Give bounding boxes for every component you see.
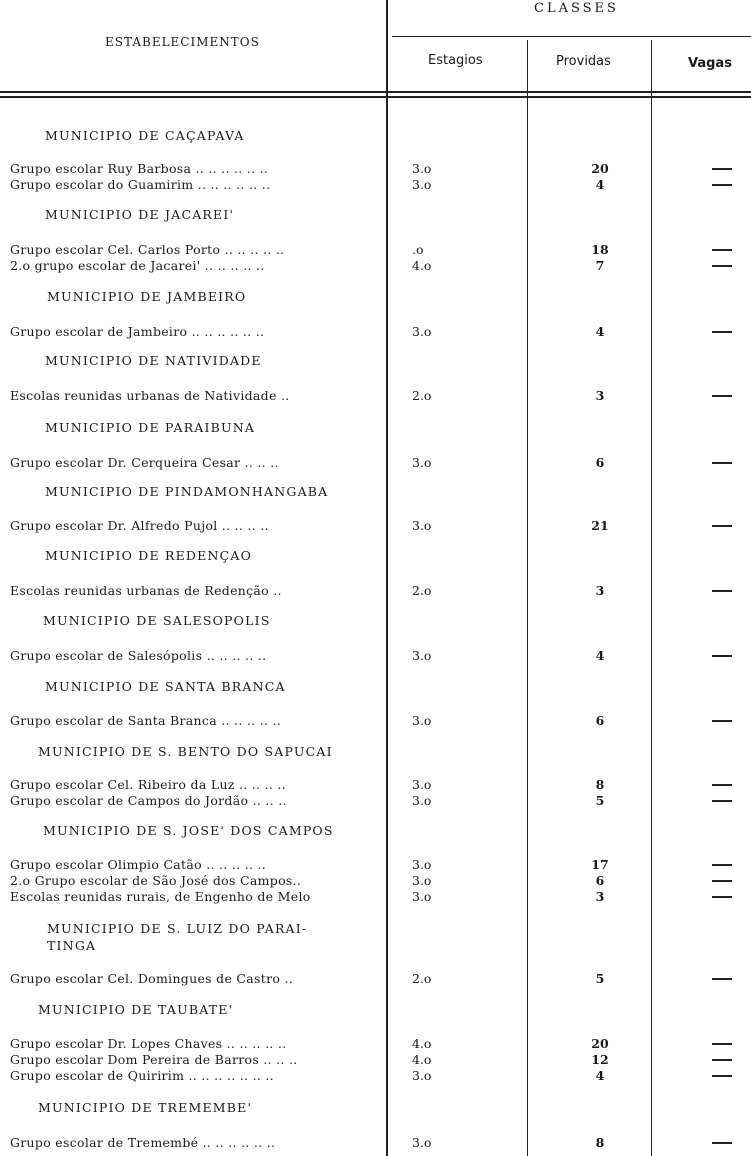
establishment-name: Escolas reunidas urbanas de Natividade ..	[10, 388, 290, 403]
establishment-name: Grupo escolar Dr. Lopes Chaves .. .. .. .. ..	[10, 1036, 287, 1051]
table-row	[0, 873, 751, 889]
estagio-value: 2.o	[412, 388, 432, 403]
vagas-dash	[712, 184, 732, 186]
estagio-value: 3.o	[412, 648, 432, 663]
table-row	[0, 388, 751, 404]
municipio-heading: MUNICIPIO DE SANTA BRANCA	[45, 679, 286, 694]
estagio-value: 4.o	[412, 1036, 432, 1051]
estagio-value: 3.o	[412, 713, 432, 728]
vagas-dash	[712, 1075, 732, 1077]
table-row	[0, 713, 751, 729]
municipio-heading: MUNICIPIO DE NATIVIDADE	[45, 353, 262, 368]
municipio-heading: MUNICIPIO DE PINDAMONHANGABA	[45, 484, 329, 499]
providas-value: 6	[595, 713, 605, 728]
estagio-value: 3.o	[412, 873, 432, 888]
providas-value: 18	[591, 242, 609, 257]
vagas-dash	[712, 864, 732, 866]
providas-value: 6	[595, 873, 605, 888]
vagas-dash	[712, 978, 732, 980]
providas-value: 20	[591, 161, 609, 176]
table-row	[0, 648, 751, 664]
vagas-dash	[712, 525, 732, 527]
table-row	[0, 793, 751, 809]
providas-value: 5	[595, 793, 605, 808]
municipio-heading: MUNICIPIO DE CAÇAPAVA	[45, 128, 245, 143]
establishment-name: Grupo escolar de Tremembé .. .. .. .. .. ..	[10, 1135, 276, 1150]
providas-value: 20	[591, 1036, 609, 1051]
table-row	[0, 971, 751, 987]
providas-value: 5	[595, 971, 605, 986]
table-row	[0, 242, 751, 258]
establishment-name: 2.o grupo escolar de Jacarei' .. .. .. .. ..	[10, 258, 265, 273]
providas-value: 4	[595, 1068, 605, 1083]
establishment-name: Grupo escolar Cel. Domingues de Castro ..	[10, 971, 293, 986]
vagas-dash	[712, 395, 732, 397]
vagas-dash	[712, 590, 732, 592]
estagios-header: Estagios	[428, 53, 483, 68]
establishment-name: Grupo escolar Ruy Barbosa .. .. .. .. .. ..	[10, 161, 269, 176]
municipio-heading: MUNICIPIO DE TAUBATE'	[38, 1002, 234, 1017]
estagio-value: 3.o	[412, 793, 432, 808]
vagas-dash	[712, 265, 732, 267]
table-row	[0, 518, 751, 534]
estagio-value: 3.o	[412, 889, 432, 904]
municipio-heading: MUNICIPIO DE S. LUIZ DO PARAI- TINGA	[47, 921, 308, 953]
vagas-dash	[712, 462, 732, 464]
municipio-heading: MUNICIPIO DE PARAIBUNA	[45, 420, 256, 435]
providas-value: 17	[591, 857, 609, 872]
providas-value: 21	[591, 518, 609, 533]
establishment-name: Grupo escolar de Santa Branca .. .. .. .. ..	[10, 713, 282, 728]
establishment-name: Grupo escolar Cel. Carlos Porto .. .. .. .. ..	[10, 242, 285, 257]
establishment-name: Grupo escolar de Campos do Jordão .. .. ..	[10, 793, 287, 808]
table-row	[0, 777, 751, 793]
establishment-name: Grupo escolar Dr. Cerqueira Cesar .. .. ..	[10, 455, 279, 470]
municipio-heading: MUNICIPIO DE SALESOPOLIS	[43, 613, 271, 628]
estagio-value: 3.o	[412, 518, 432, 533]
table-row	[0, 161, 751, 177]
table-row	[0, 889, 751, 905]
table-row	[0, 455, 751, 471]
table-row	[0, 1135, 751, 1151]
establishment-name: Grupo escolar Olimpio Catão .. .. .. .. ..	[10, 857, 267, 872]
vagas-dash	[712, 168, 732, 170]
table-row	[0, 258, 751, 274]
estagio-value: 3.o	[412, 177, 432, 192]
establishment-name: Escolas reunidas urbanas de Redenção ..	[10, 583, 282, 598]
estagio-value: 4.o	[412, 1052, 432, 1067]
vagas-dash	[712, 1059, 732, 1061]
table-row	[0, 177, 751, 193]
vagas-dash	[712, 1043, 732, 1045]
providas-value: 3	[595, 889, 605, 904]
table-row	[0, 324, 751, 340]
vagas-dash	[712, 1142, 732, 1144]
estagio-value: 2.o	[412, 971, 432, 986]
table-row	[0, 857, 751, 873]
vagas-dash	[712, 896, 732, 898]
estagio-value: 4.o	[412, 258, 432, 273]
estagio-value: .o	[412, 242, 424, 257]
table-row	[0, 1052, 751, 1068]
providas-value: 3	[595, 388, 605, 403]
classes-underline	[392, 36, 751, 37]
providas-value: 6	[595, 455, 605, 470]
estagio-value: 3.o	[412, 455, 432, 470]
providas-value: 8	[595, 1135, 605, 1150]
establishments-header: ESTABELECIMENTOS	[105, 35, 260, 49]
providas-value: 4	[595, 177, 605, 192]
vagas-dash	[712, 784, 732, 786]
vagas-dash	[712, 880, 732, 882]
providas-value: 7	[595, 258, 605, 273]
vagas-header: Vagas	[688, 56, 732, 71]
table-row	[0, 1068, 751, 1084]
establishment-name: 2.o Grupo escolar de São José dos Campos..	[10, 873, 302, 888]
establishment-name: Grupo escolar de Salesópolis .. .. .. .. ..	[10, 648, 267, 663]
providas-value: 4	[595, 324, 605, 339]
estagio-value: 2.o	[412, 583, 432, 598]
estagio-value: 3.o	[412, 857, 432, 872]
estagio-value: 3.o	[412, 777, 432, 792]
municipio-heading: MUNICIPIO DE JAMBEIRO	[47, 289, 247, 304]
establishment-name: Grupo escolar Dr. Alfredo Pujol .. .. .. ..	[10, 518, 269, 533]
estagio-value: 3.o	[412, 1068, 432, 1083]
providas-value: 3	[595, 583, 605, 598]
establishment-name: Grupo escolar de Quiririm .. .. .. .. .. .. ..	[10, 1068, 274, 1083]
providas-value: 8	[595, 777, 605, 792]
vagas-dash	[712, 331, 732, 333]
header-rule-top	[0, 91, 751, 93]
municipio-heading: MUNICIPIO DE JACAREI'	[45, 207, 235, 222]
vagas-dash	[712, 800, 732, 802]
vagas-dash	[712, 249, 732, 251]
municipio-heading: MUNICIPIO DE TREMEMBE'	[38, 1100, 253, 1115]
municipio-heading: MUNICIPIO DE S. BENTO DO SAPUCAI	[38, 744, 333, 759]
vagas-dash	[712, 655, 732, 657]
establishment-name: Grupo escolar Cel. Ribeiro da Luz .. .. .. ..	[10, 777, 286, 792]
providas-value: 4	[595, 648, 605, 663]
table-row	[0, 583, 751, 599]
municipio-heading: MUNICIPIO DE REDENÇAO	[45, 548, 253, 563]
estagio-value: 3.o	[412, 1135, 432, 1150]
header-rule-bottom	[0, 96, 751, 98]
vagas-dash	[712, 720, 732, 722]
table-row	[0, 1036, 751, 1052]
municipio-heading: MUNICIPIO DE S. JOSE' DOS CAMPOS	[43, 823, 334, 838]
establishment-name: Grupo escolar do Guamirim .. .. .. .. .. ..	[10, 177, 271, 192]
providas-value: 12	[591, 1052, 609, 1067]
classes-header: CLASSES	[534, 1, 619, 16]
providas-header: Providas	[556, 54, 611, 69]
estagio-value: 3.o	[412, 161, 432, 176]
establishment-name: Grupo escolar de Jambeiro .. .. .. .. .. ..	[10, 324, 265, 339]
estagio-value: 3.o	[412, 324, 432, 339]
establishment-name: Escolas reunidas rurais, de Engenho de Melo	[10, 889, 311, 904]
establishment-name: Grupo escolar Dom Pereira de Barros .. .. ..	[10, 1052, 298, 1067]
